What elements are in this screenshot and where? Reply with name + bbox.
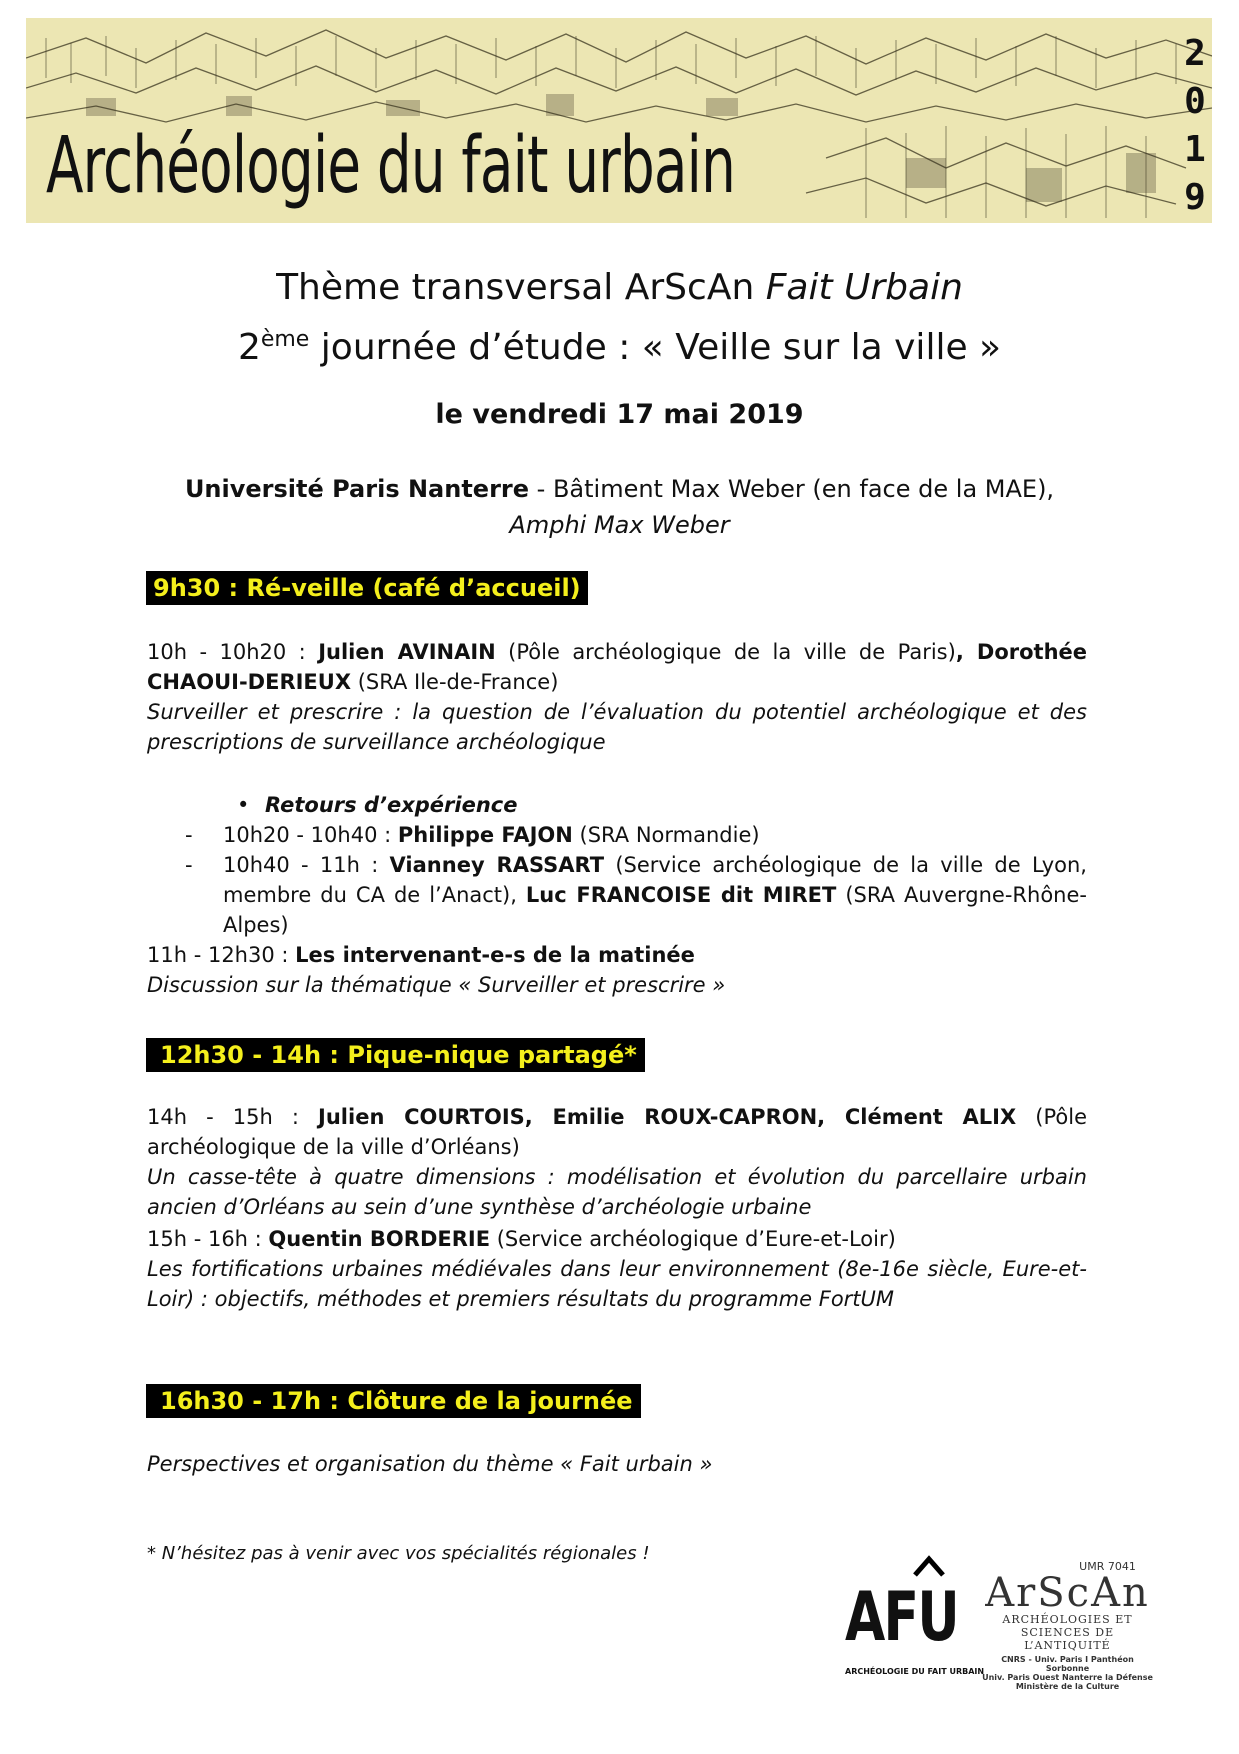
venue-line [0, 471, 1239, 507]
speaker: Julien COURTOIS, Emilie ROUX-CAPRON, Clément ALIX [318, 1105, 1017, 1129]
closing-text: Perspectives et organisation du thème « Fait urbain » [147, 1452, 713, 1476]
theme-title-italic: Fait Urbain [765, 267, 963, 308]
speaker: Julien AVINAIN [318, 640, 496, 664]
theme-title-text: Thème transversal ArScAn [276, 267, 766, 308]
affiliation: (Service archéologique de la ville de Lyon, membre du CA de l’Anact), [223, 853, 1087, 907]
talk-title: Discussion sur la thématique « Surveiller et prescrire » [147, 973, 726, 997]
day-number-suffix: ème [260, 327, 310, 352]
year-digit: 9 [1184, 177, 1206, 218]
affiliation: (Service archéologique d’Eure-et-Loir) [490, 1227, 896, 1251]
speaker: Philippe FAJON [397, 823, 573, 847]
talk-2 [147, 1102, 1087, 1222]
talk-1 [147, 637, 1087, 757]
umr-label: UMR 7041 [1079, 1560, 1136, 1573]
break-closing: 16h30 - 17h : Clôture de la journée [146, 1384, 641, 1418]
break-lunch: 12h30 - 14h : Pique-nique partagé* [146, 1038, 645, 1072]
venue-university: Université Paris Nanterre [184, 475, 530, 503]
talk-time: 15h - 16h : [147, 1227, 269, 1251]
day-title [0, 320, 1239, 368]
speaker: Les intervenant-e-s de la matinée [295, 943, 695, 967]
speaker: Dorothée CHAOUI-DERIEUX [147, 640, 1088, 694]
affiliation: (SRA Normandie) [572, 823, 760, 847]
arscan-name: ArScAn [985, 1570, 1150, 1616]
affiliation: (SRA Ile-de-France) [351, 670, 559, 694]
arscan-affiliation: Univ. Paris Ouest Nanterre la Défense [982, 1673, 1153, 1682]
talk-time: 10h40 - 11h : [223, 853, 390, 877]
affiliation: (Pôle archéologique de la ville d’Orléans) [147, 1105, 1087, 1159]
theme-title [0, 268, 1239, 308]
speaker: Luc FRANCOISE dit MIRET [525, 883, 837, 907]
venue-building: - Bâtiment Max Weber (en face de la MAE), [529, 475, 1055, 503]
year-digit: 0 [1184, 81, 1206, 122]
feedback-item: - 10h40 - 11h : Vianney RASSART (Service archéologique de la ville de Lyon, membre du CA de l’Anact), Luc FRANCOISE dit MIRET (SRA Auvergne-Rhône-Alpes) [185, 853, 1087, 937]
feedback-heading: • Retours d’expérience [237, 793, 518, 817]
day-number: 2 [237, 327, 261, 368]
speaker: Vianney RASSART [389, 853, 605, 877]
afu-logo [845, 1555, 985, 1685]
talk-time: 14h - 15h : [147, 1105, 319, 1129]
header-banner [26, 18, 1212, 223]
footnote: * N’hésitez pas à venir avec vos spécialités régionales ! [147, 1543, 650, 1564]
afu-mark: AFU [845, 1578, 958, 1657]
arscan-affiliation: Ministère de la Culture [1015, 1682, 1120, 1691]
day-title-text: journée d’étude : « Veille sur la ville » [309, 327, 1002, 368]
event-date: le vendredi 17 mai 2019 [435, 399, 804, 430]
discussion [147, 940, 1087, 1000]
arscan-logo [980, 1560, 1155, 1691]
banner-title: Archéologie du fait urbain [46, 121, 736, 211]
talk-3 [147, 1224, 1087, 1314]
feedback-item: - 10h20 - 10h40 : Philippe FAJON (SRA Normandie) [185, 823, 760, 847]
talk-time: 11h - 12h30 : [147, 943, 296, 967]
year-digit: 2 [1184, 33, 1206, 74]
affiliation: (SRA Auvergne-Rhône-Alpes) [223, 883, 1087, 937]
talk-title: Surveiller et prescrire : la question de l’évaluation du potentiel archéologique et des prescriptions de surveillance archéologique [147, 700, 1087, 754]
afu-caption: ARCHÉOLOGIE DU FAIT URBAIN [845, 1667, 985, 1676]
arscan-subtitle: ARCHÉOLOGIES ET [1002, 1613, 1133, 1626]
arscan-subtitle: SCIENCES DE L’ANTIQUITÉ [1020, 1626, 1115, 1652]
talk-time: 10h - 10h20 : [147, 640, 319, 664]
talk-title: Un casse-tête à quatre dimensions : modélisation et évolution du parcellaire urbain ancien d’Orléans au sein d’une synthèse d’archéologie urbaine [147, 1165, 1087, 1219]
arscan-affiliation: CNRS - Univ. Paris I Panthéon Sorbonne [1001, 1655, 1134, 1673]
venue-room: Amphi Max Weber [509, 511, 730, 539]
talk-title: Les fortifications urbaines médiévales dans leur environnement (8e-16e siècle, Eure-et-Loir) : objectifs, méthodes et premiers résultats du programme FortUM [147, 1257, 1087, 1311]
year-digit: 1 [1184, 129, 1206, 170]
feedback-label: Retours d’expérience [265, 793, 518, 817]
affiliation: (Pôle archéologique de la ville de Paris) [495, 640, 956, 664]
separator: , [955, 640, 977, 664]
year-vertical [1180, 30, 1210, 222]
talk-time: 10h20 - 10h40 : [223, 823, 398, 847]
speaker: Quentin BORDERIE [268, 1227, 491, 1251]
break-welcome: 9h30 : Ré-veille (café d’accueil) [146, 571, 588, 605]
